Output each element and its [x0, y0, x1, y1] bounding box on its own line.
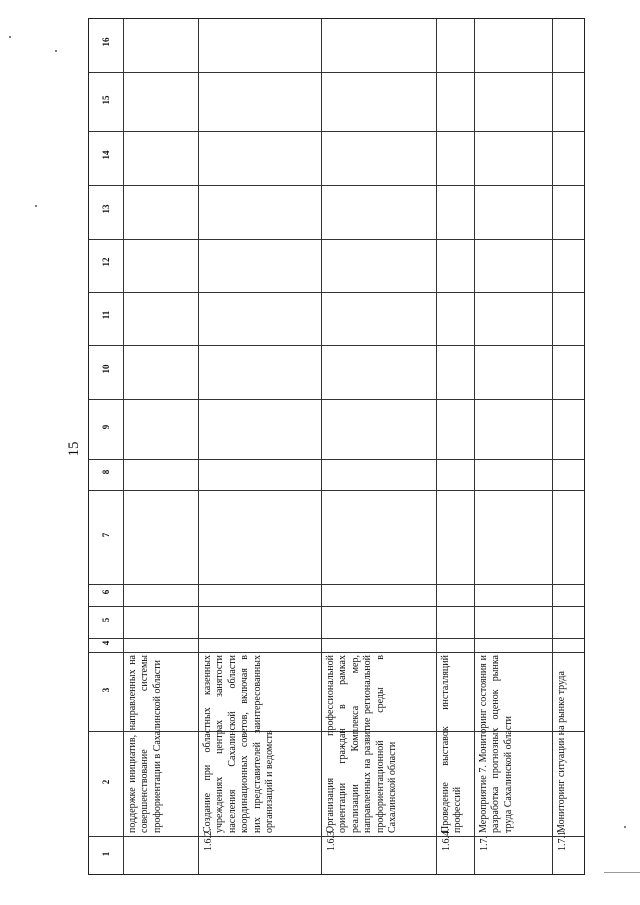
row-divider [123, 19, 124, 874]
row-divider [436, 19, 437, 874]
column-number: 15 [101, 95, 111, 105]
column-number: 11 [101, 310, 111, 320]
scan-speck [55, 50, 57, 52]
column-divider [89, 345, 584, 346]
row-number: 1.7.1. [557, 828, 568, 851]
column-number: 1 [101, 851, 111, 857]
column-number: 7 [101, 532, 111, 538]
column-divider [89, 459, 584, 460]
column-divider [89, 652, 584, 653]
page-number: 15 [66, 441, 82, 457]
column-number: 8 [101, 469, 111, 475]
column-number: 9 [101, 424, 111, 430]
row-description: Проведение выставок инсталляций профессий [440, 655, 464, 833]
row-divider [321, 19, 322, 874]
column-divider [89, 638, 584, 639]
column-number: 16 [101, 37, 111, 47]
row-divider [198, 19, 199, 874]
row-number: 1.6.2. [203, 828, 214, 851]
column-divider [89, 292, 584, 293]
row-description: поддержке инициатив, направленных на совершенствование системы профориентации в Сахалинской области [127, 655, 163, 833]
column-divider [89, 490, 584, 491]
row-number: 1.6.3. [326, 828, 337, 851]
row-description: Создание при областных казенных учреждениях центрах занятости населения Сахалинской области координационных советов, включая в них представителей заинтересованных организаций и ведомств [202, 655, 276, 833]
column-number: 14 [101, 150, 111, 160]
row-number: 1.7. [479, 836, 490, 851]
program-table [88, 18, 585, 875]
column-divider [89, 606, 584, 607]
column-number: 10 [101, 364, 111, 374]
row-description: Организация профессиональной ориентации граждан в рамках реализации Комплекса мер, направленных на развитие региональной профориентационной среды в Сахалинской области [325, 655, 399, 833]
column-number: 6 [101, 589, 111, 595]
column-divider [89, 131, 584, 132]
column-number: 12 [101, 257, 111, 267]
column-divider [89, 185, 584, 186]
row-divider [552, 19, 553, 874]
scan-edge [604, 872, 640, 873]
row-divider [474, 19, 475, 874]
row-description: Мероприятие 7. Мониторинг состояния и разработка прогнозных оценок рынка труда Сахалинской области [478, 655, 514, 833]
scan-speck [624, 826, 626, 828]
column-divider [89, 584, 584, 585]
scan-speck [35, 205, 37, 207]
column-number: 13 [101, 204, 111, 214]
column-number: 5 [101, 617, 111, 623]
row-number: 1.6.4. [441, 828, 452, 851]
row-description: Мониторинг ситуации на рынке труда [556, 671, 567, 833]
column-divider [89, 399, 584, 400]
column-number: 2 [101, 779, 111, 785]
column-number: 3 [101, 687, 111, 693]
column-divider [89, 72, 584, 73]
column-divider [89, 239, 584, 240]
column-number: 4 [101, 640, 111, 646]
scan-speck [9, 36, 11, 38]
